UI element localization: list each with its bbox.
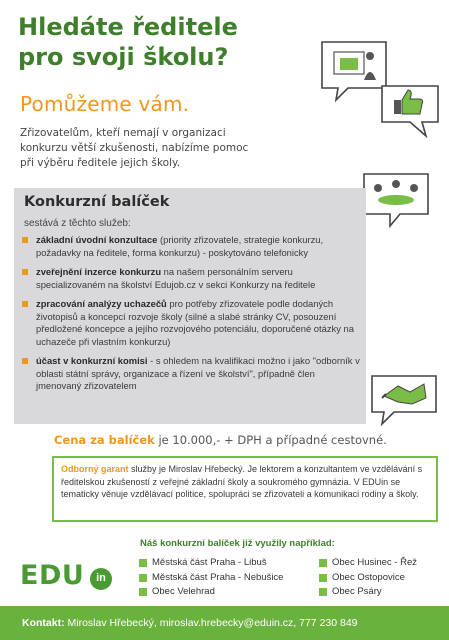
intro-paragraph	[20, 126, 370, 171]
reference-name: Městská část Praha - Libuš	[152, 557, 267, 568]
package-intro: sestává z těchto služeb:	[24, 218, 131, 229]
logo-in-circle: in	[90, 568, 112, 590]
bullet-square-icon	[319, 559, 327, 567]
service-name: účast v konkurzní komisi	[36, 355, 148, 366]
service-item	[20, 298, 360, 348]
price-text: je 10.000,- + DPH a případné cestovné.	[154, 433, 387, 447]
service-description: na našem personálním serveru specializovaném na školství Edujob.cz v sekci Konkurzy na ředitele	[36, 266, 316, 290]
bullet-square-icon	[22, 269, 28, 275]
garant-label: Odborný garant	[61, 464, 129, 474]
reference-item	[318, 556, 417, 571]
garant-box	[52, 456, 438, 522]
package-title: Konkurzní balíček	[24, 194, 170, 210]
headline	[18, 12, 318, 72]
references-list-right	[318, 556, 417, 600]
reference-item	[138, 571, 283, 586]
bullet-square-icon	[22, 237, 28, 243]
subheadline: Pomůžeme vám.	[20, 92, 190, 116]
service-description: pro potřeby zřizovatele podle dodaných životopisů a koncepcí rozvoje školy (silné a slabé stránky CV, posouzení předložené koncepce a jejího rozvojového potenciálu, doporučené otázky na uchazeče při vlastním konkurzu)	[36, 298, 354, 347]
references-title: Náš konkurzní balíček již využily například:	[140, 538, 335, 549]
service-item	[20, 355, 360, 393]
reference-name: Obec Ostopovice	[332, 571, 405, 583]
bullet-square-icon	[139, 559, 147, 567]
garant-description: služby je Miroslav Hřebecký. Je lektorem a konzultantem ve vzdělávání s ředitelskou zkušeností z veřejné základní školy a soukromého gymnázia. V EDUin se tematicky věnuje vzdělávací politice, spolupráci se zřizovateli a komunikaci rodiny a školy.	[61, 464, 423, 499]
price-line	[54, 433, 387, 447]
reference-name: Obec Husinec - Řež	[332, 557, 418, 568]
contact-label: Kontakt:	[22, 617, 65, 629]
reference-item	[318, 571, 417, 586]
service-item	[20, 234, 360, 259]
service-description: - s ohledem na kvalifikaci možno i jako "odborník v oblasti státní správy, organizace a řízení ve školství", případně člen jmenovaný zřizovatelem	[36, 355, 360, 391]
intro-line-2: konkurzu větší zkušenosti, nabízíme pomoc	[20, 142, 249, 154]
speech-bubble-meeting-icon	[360, 170, 432, 230]
reference-item	[318, 585, 417, 600]
services-list	[20, 234, 360, 400]
bullet-square-icon	[319, 588, 327, 596]
headline-line-1: Hledáte ředitele	[18, 13, 238, 41]
bullet-square-icon	[139, 588, 147, 596]
bullet-square-icon	[22, 358, 28, 364]
reference-item	[138, 585, 283, 600]
service-item	[20, 266, 360, 291]
reference-name: Obec Velehrad	[152, 586, 215, 597]
intro-line-1: Zřizovatelům, kteří nemají v organizaci	[20, 127, 226, 139]
price-label: Cena za balíček	[54, 433, 155, 447]
logo-edu-text: EDU	[20, 560, 85, 591]
garant-text	[61, 463, 429, 501]
headline-line-2: pro svoji školu?	[18, 43, 229, 71]
reference-name: Obec Psáry	[332, 586, 382, 597]
intro-line-3: při výběru ředitele jejich školy.	[20, 157, 181, 169]
reference-name: Městská část Praha - Nebušice	[152, 571, 284, 583]
service-name: základní úvodní konzultace	[36, 234, 158, 245]
bullet-square-icon	[22, 301, 28, 307]
contact-bar	[0, 606, 449, 640]
service-name: zveřejnění inzerce konkurzu	[36, 266, 162, 277]
package-panel	[14, 188, 366, 424]
speech-bubble-handshake-icon	[368, 372, 440, 428]
service-name: zpracování analýzy uchazečů	[36, 298, 167, 309]
contact-details: Miroslav Hřebecký, miroslav.hrebecky@eduin.cz, 777 230 849	[64, 617, 358, 629]
bullet-square-icon	[139, 574, 147, 582]
speech-bubble-thumbs-up-icon	[378, 82, 442, 140]
reference-item	[138, 556, 283, 571]
service-description: (priority zřizovatele, strategie konkurzu, požadavky na ředitele, forma konkurzu) - poskytováno telefonicky	[36, 234, 324, 258]
references-list-left	[138, 556, 283, 600]
bullet-square-icon	[319, 574, 327, 582]
